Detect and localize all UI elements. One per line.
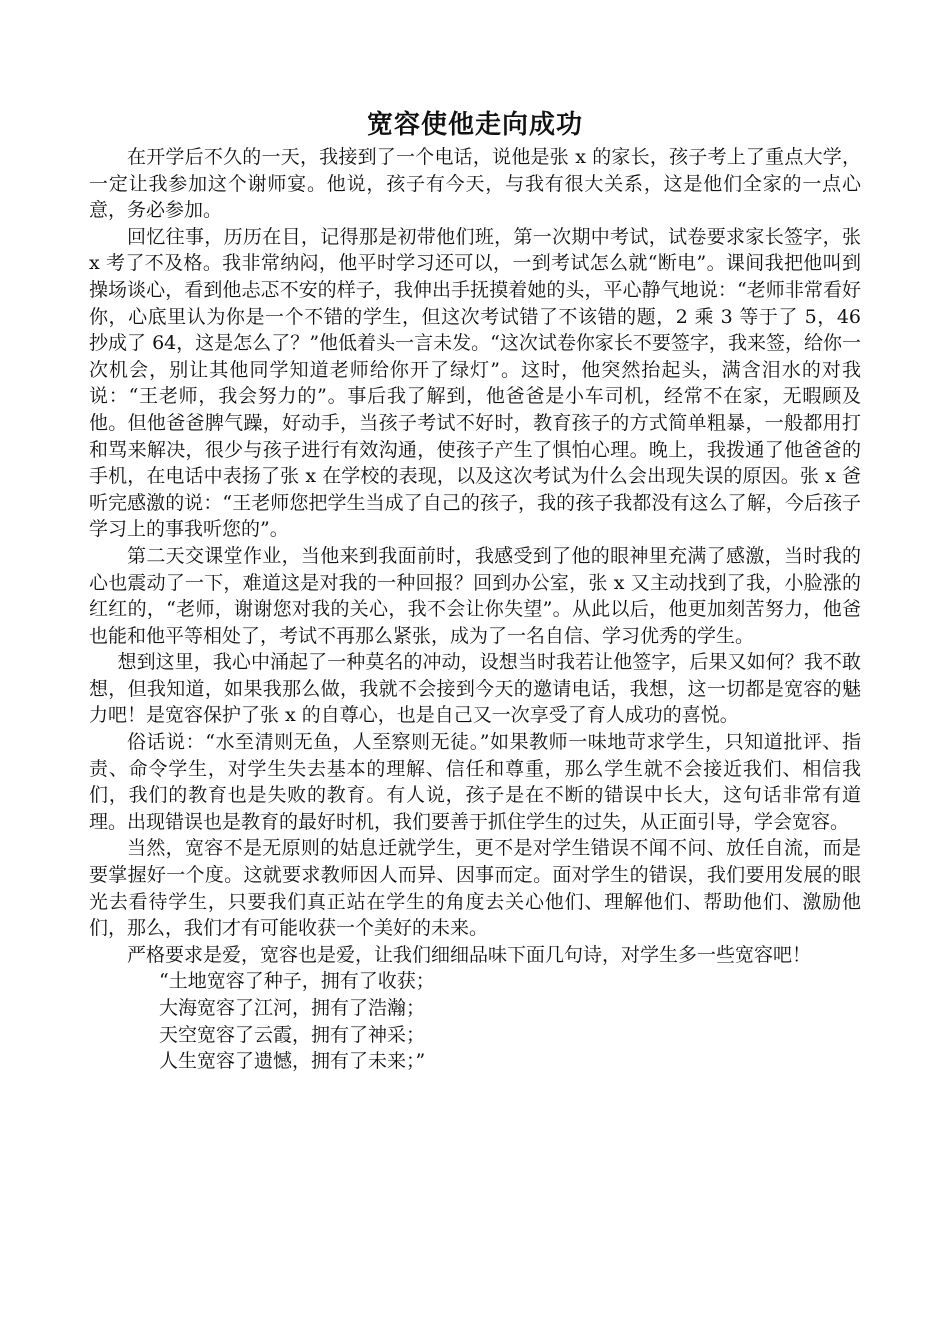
document-title: 宽容使他走向成功: [366, 110, 583, 140]
paragraph-3: 第二天交课堂作业，当他来到我面前时，我感受到了他的眼神里充满了感激，当时我的心也震动了一下，难道这是对我的一种回报？回到办公室，张 x 又主动找到了我，小脸涨的红红的，“老师，谢谢您对我的关心，我不会让你失望”。从此以后，他更加刻苦努力，他爸也能和他平等相处了，考试不再那么紧张，成为了一名自信、学习优秀的学生。: [89, 544, 861, 647]
document-page: [89, 108, 861, 1075]
paragraph-2: 回忆往事，历历在目，记得那是初带他们班，第一次期中考试，试卷要求家长签字，张 x 考了不及格。我非常纳闷，他平时学习还可以，一到考试怎么就“断电”。课间我把他叫到操场谈心，看到他忐忑不安的样子，我伸出手抚摸着她的头，平心静气地说：“老师非常看好你，心底里认为你是一个不错的学生，但这次考试错了不该错的题，2 乘 3 等于了 5，46 抄成了 64，这是怎么了？”他低着头一言未发。“这次试卷你家长不要签字，我来签，给你一次机会，别让其他同学知道老师给你开了绿灯”。这时，他突然抬起头，满含泪水的对我说：“王老师，我会努力的”。事后我了解到，他爸爸是小车司机，经常不在家，无暇顾及他。但他爸爸脾气躁，好动手，当孩子考试不好时，教育孩子的方式简单粗暴，一般都用打和骂来解决，很少与孩子进行有效沟通，使孩子产生了惧怕心理。晚上，我拨通了他爸爸的手机，在电话中表扬了张 x 在学校的表现，以及这次考试为什么会出现失误的原因。张 x 爸听完感激的说：“王老师您把学生当成了自己的孩子，我的孩子我都没有这么了解，今后孩子学习上的事我听您的”。: [89, 225, 861, 541]
poem-line-2: 大海宽容了江河，拥有了浩瀚；: [159, 997, 426, 1019]
poem-line-4: 人生宽容了遗憾，拥有了未来；”: [159, 1050, 426, 1073]
paragraph-6: 当然，宽容不是无原则的姑息迁就学生，更不是对学生错误不闻不问、放任自流，而是要掌握好一个度。这就要求教师因人而异、因事而定。面对学生的错误，我们要用发展的眼光去看待学生，只要我们真正站在学生的角度去关心他们、理解他们、帮助他们、激励他们，那么，我们才有可能收获一个美好的未来。: [89, 837, 861, 940]
poem-line-3: 天空宽容了云霞，拥有了神采；: [159, 1023, 426, 1046]
paragraph-4: 想到这里，我心中涌起了一种莫名的冲动，设想当时我若让他签字，后果又如何？我不敢想，但我知道，如果我那么做，我就不会接到今天的邀请电话，我想，这一切都是宽容的魅力吧！是宽容保护了张 x 的自尊心，也是自己又一次享受了育人成功的喜悦。: [89, 651, 861, 727]
paragraph-7: 严格要求是爱，宽容也是爱，让我们细细品味下面几句诗，对学生多一些宽容吧！: [127, 943, 812, 966]
paragraph-5: 俗话说：“水至清则无鱼，人至察则无徒。”如果教师一味地苛求学生，只知道批评、指责、命令学生，对学生失去基本的理解、信任和尊重，那么学生就不会接近我们、相信我们，我们的教育也是失败的教育。有人说，孩子是在不断的错误中长大，这句话非常有道理。出现错误也是教育的最好时机，我们要善于抓住学生的过失，从正面引导，学会宽容。: [89, 731, 861, 833]
poem-line-1: “土地宽容了种子，拥有了收获；: [159, 970, 435, 993]
poem: [89, 968, 861, 1074]
paragraph-1: 在开学后不久的一天，我接到了一个电话，说他是张 x 的家长，孩子考上了重点大学，一定让我参加这个谢师宴。他说，孩子有今天，与我有很大关系，这是他们全家的一点心意，务必参加。: [89, 146, 861, 222]
